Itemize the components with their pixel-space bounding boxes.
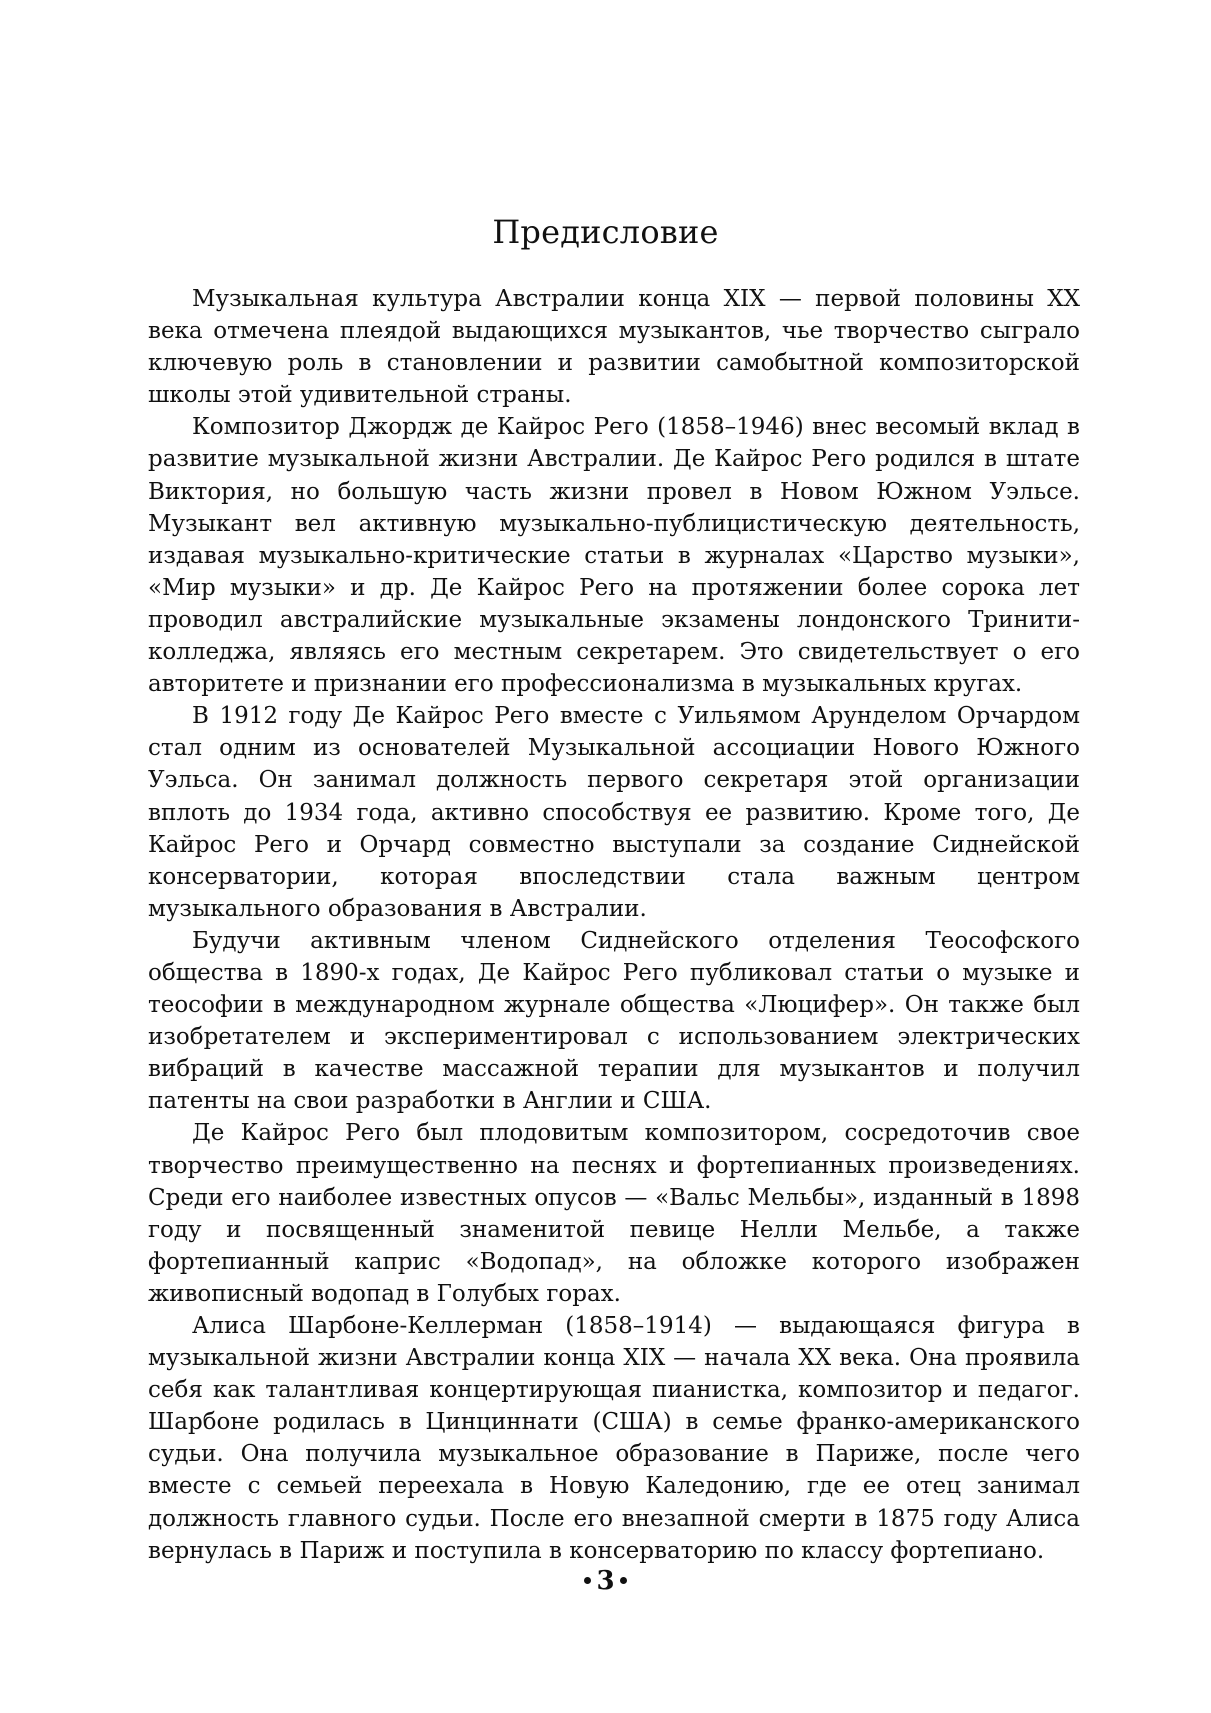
page-number: 3 (596, 1566, 615, 1596)
paragraph: Будучи активным членом Сиднейского отделения Теософского общества в 1890-х годах, Де Кайрос Рего публиковал статьи о музыке и теософии в международном журнале общества «Люцифер». Он также был изобретателем и экспериментировал с использованием электрических вибраций в качестве массажной терапии для музыкантов и получил патенты на свои разработки в Англии и США. (148, 927, 1080, 1115)
paragraph: Де Кайрос Рего был плодовитым композитором, сосредоточив свое творчество преимущественно на песнях и фортепианных произведениях. Среди его наиболее известных опусов — «Вальс Мельбы», изданный в 1898 году и посвященный знаменитой певице Нелли Мельбе, а также фортепианный каприс «Водопад», на обложке которого изображен живописный водопад в Голубых горах. (148, 1120, 1080, 1307)
paragraph: Композитор Джордж де Кайрос Рего (1858–1946) внес весомый вклад в развитие музыкальной жизни Австралии. Де Кайрос Рего родился в штате Виктория, но большую часть жизни провел в Новом Южном Уэльсе. Музыкант вел активную музыкально-публицистическую деятельность, издавая музыкально-критические статьи в журналах «Царство музыки», «Мир музыки» и др. Де Кайрос Рего на протяжении более сорока лет проводил австралийские музыкальные экзамены лондонского Тринити-колледжа, являясь его местным секретарем. Это свидетельствует о его авторитете и признании его профессионализма в музыкальных кругах. (148, 414, 1080, 698)
paragraph: Музыкальная культура Австралии конца XIX — первой половины XX века отмечена плеядой выдающихся музыкантов, чье творчество сыграло ключевую роль в становлении и развитии самобытной композиторской школы этой удивительной страны. (148, 286, 1080, 409)
body-text (148, 283, 1080, 1567)
page-number-footer (0, 1566, 1211, 1596)
paragraph: Алиса Шарбоне-Келлерман (1858–1914) — выдающаяся фигура в музыкальной жизни Австралии конца XIX — начала XX века. Она проявила себя как талантливая концертирующая пианистка, композитор и педагог. Шарбоне родилась в Цинциннати (США) в семье франко-американского судьи. Она получила музыкальное образование в Париже, после чего вместе с семьей переехала в Новую Каледонию, где ее отец занимал должность главного судьи. После его внезапной смерти в 1875 году Алиса вернулась в Париж и поступила в консерваторию по классу фортепиано. (148, 1313, 1080, 1564)
paragraph: В 1912 году Де Кайрос Рего вместе с Уильямом Арунделом Орчардом стал одним из основателей Музыкальной ассоциации Нового Южного Уэльса. Он занимал должность первого секретаря этой организации вплоть до 1934 года, активно способствуя ее развитию. Кроме того, Де Кайрос Рего и Орчард совместно выступали за создание Сиднейской консерватории, которая впоследствии стала важным центром музыкального образования в Австралии. (148, 703, 1080, 922)
bullet-dot-right (620, 1577, 627, 1584)
page-title: Предисловие (492, 213, 719, 251)
bullet-dot-left (584, 1577, 591, 1584)
